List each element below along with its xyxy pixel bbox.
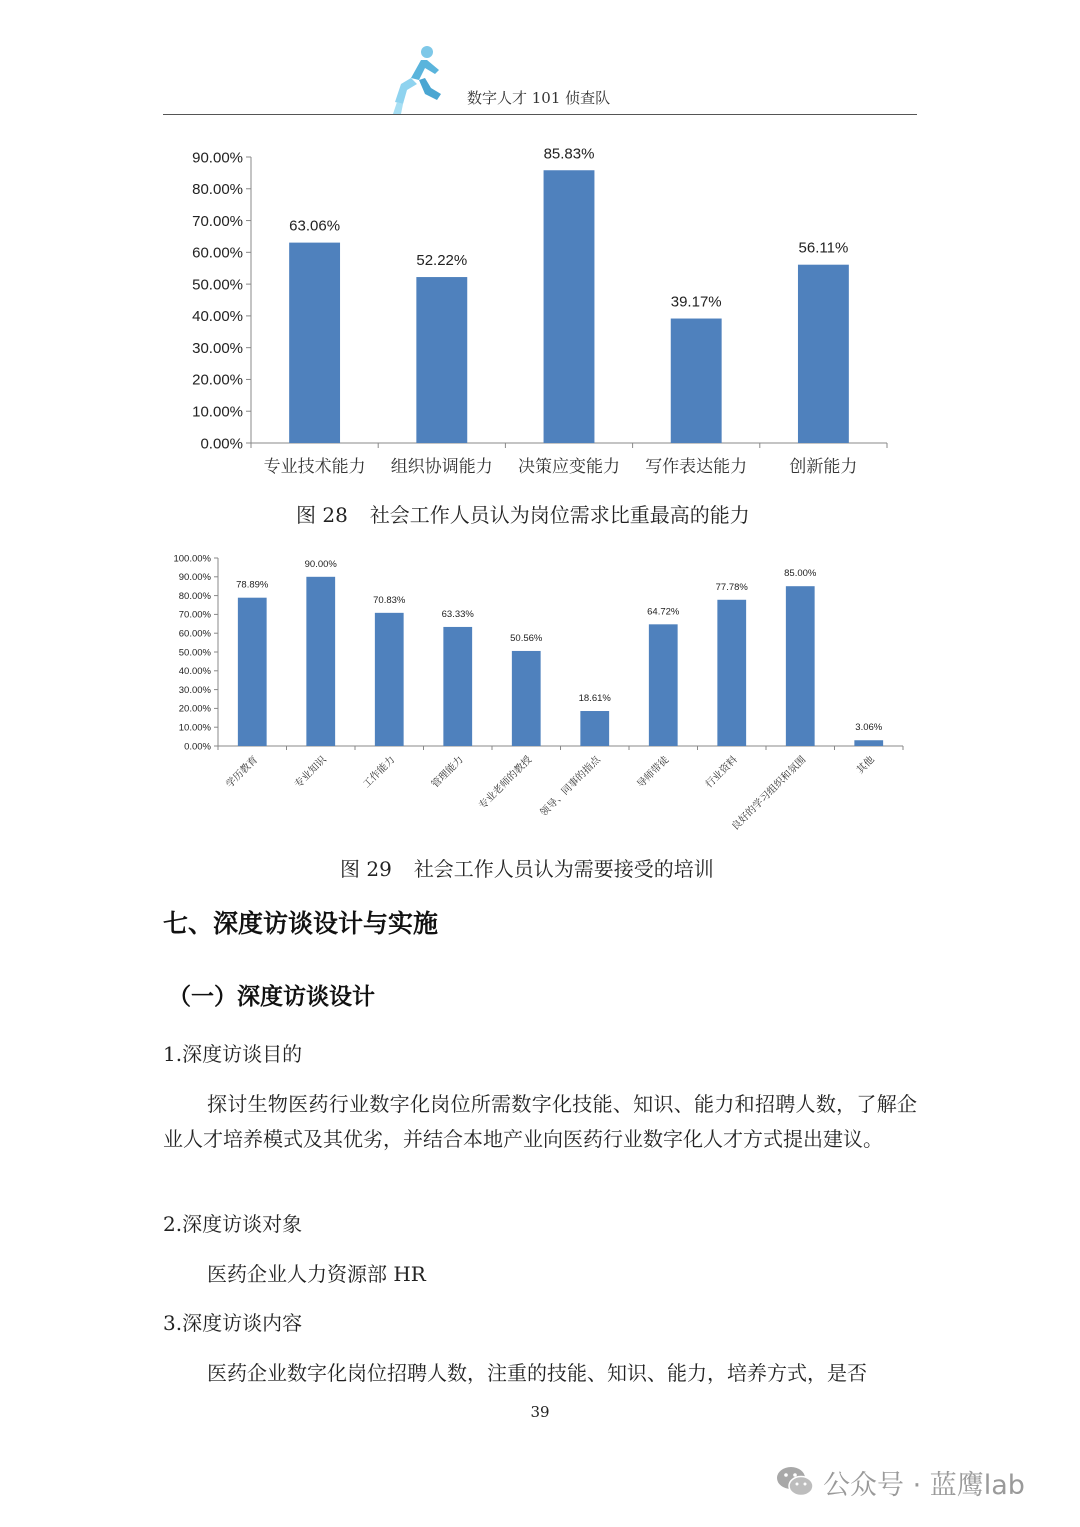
bar [238, 598, 267, 746]
y-tick-label: 60.00% [192, 244, 243, 262]
data-label: 50.56% [510, 632, 543, 644]
bar [375, 613, 404, 746]
watermark-text: 公众号 · 蓝鹰lab [823, 1469, 1025, 1501]
data-label: 56.11% [798, 239, 849, 257]
data-label: 78.89% [236, 579, 269, 591]
category-label: 领导、同事的指点 [538, 754, 603, 819]
y-tick-label: 0.00% [184, 741, 211, 753]
y-tick-label: 40.00% [192, 308, 243, 326]
data-label: 85.83% [543, 145, 595, 163]
y-tick-label: 30.00% [178, 684, 211, 696]
category-label: 工作能力 [361, 754, 398, 791]
y-tick-label: 10.00% [178, 722, 211, 734]
data-label: 63.33% [441, 608, 474, 620]
item1-title: 1.深度访谈目的 [163, 1042, 303, 1066]
category-label: 学历教育 [224, 754, 261, 791]
category-label: 创新能力 [789, 457, 858, 477]
y-tick-label: 60.00% [178, 628, 211, 640]
category-label: 专业老师的教授 [477, 754, 535, 812]
y-tick-label: 0.00% [200, 435, 243, 453]
wechat-icon [775, 1464, 815, 1500]
category-label: 良好的学习组织和氛围 [729, 754, 809, 833]
category-label: 管理能力 [429, 754, 466, 791]
y-tick-label: 80.00% [192, 181, 243, 199]
data-label: 3.06% [855, 722, 883, 734]
category-label: 写作表达能力 [645, 457, 748, 477]
category-label: 决策应变能力 [518, 457, 620, 477]
y-tick-label: 50.00% [192, 276, 243, 294]
y-tick-label: 100.00% [173, 553, 211, 565]
y-tick-label: 30.00% [192, 339, 243, 357]
data-label: 18.61% [578, 693, 611, 705]
y-tick-label: 80.00% [178, 590, 211, 602]
fig29-caption-text: 社会工作人员认为需要接受的培训 [413, 857, 714, 881]
category-label: 行业资料 [703, 754, 740, 791]
fig29-number: 图 29 [340, 857, 392, 881]
bar [717, 600, 746, 746]
data-label: 39.17% [670, 293, 722, 311]
bar [786, 586, 815, 746]
item2-title: 2.深度访谈对象 [163, 1212, 303, 1236]
data-label: 77.78% [715, 581, 748, 593]
item3-text: 医药企业数字化岗位招聘人数，注重的技能、知识、能力，培养方式，是否 [207, 1361, 867, 1385]
category-label: 专业知识 [292, 754, 329, 791]
y-tick-label: 70.00% [178, 609, 211, 621]
bar [854, 740, 883, 746]
y-tick-label: 40.00% [178, 666, 211, 678]
category-label: 导师带徒 [635, 754, 672, 791]
fig28-caption-text: 社会工作人员认为岗位需求比重最高的能力 [369, 503, 750, 527]
bar [649, 624, 678, 746]
y-tick-label: 10.00% [192, 403, 243, 421]
header-title: 数字人才 101 侦查队 [467, 89, 611, 107]
bar [443, 627, 472, 746]
item1-paragraph: 探讨生物医药行业数字化岗位所需数字化技能、知识、能力和招聘人数，了解企业人才培养模式及其优劣，并结合本地产业向医药行业数字化人才方式提出建议。 [163, 1092, 917, 1151]
item3-title: 3.深度访谈内容 [163, 1311, 303, 1335]
bar [306, 577, 335, 746]
y-tick-label: 90.00% [178, 572, 211, 584]
category-label: 组织协调能力 [390, 457, 493, 477]
fig28-number: 图 28 [296, 503, 348, 527]
category-label: 其他 [854, 754, 877, 777]
bar [512, 651, 541, 746]
data-label: 63.06% [289, 217, 341, 235]
data-label: 85.00% [784, 568, 817, 580]
category-label: 专业技术能力 [263, 457, 366, 477]
item2-text: 医药企业人力资源部 HR [207, 1262, 426, 1286]
data-label: 52.22% [416, 252, 468, 270]
section-subheading: （一）深度访谈设计 [168, 984, 375, 1010]
page-number: 39 [530, 1403, 550, 1421]
bar [580, 711, 609, 746]
y-tick-label: 20.00% [192, 371, 243, 389]
data-label: 90.00% [304, 558, 337, 570]
fig29-caption [340, 853, 714, 882]
y-tick-label: 50.00% [178, 647, 211, 659]
y-tick-label: 90.00% [192, 149, 243, 167]
data-label: 64.72% [647, 606, 680, 618]
section-heading: 七、深度访谈设计与实施 [163, 909, 439, 938]
data-label: 70.83% [373, 594, 406, 606]
y-tick-label: 70.00% [192, 212, 243, 230]
watermark [775, 1462, 1025, 1502]
y-tick-label: 20.00% [178, 703, 211, 715]
